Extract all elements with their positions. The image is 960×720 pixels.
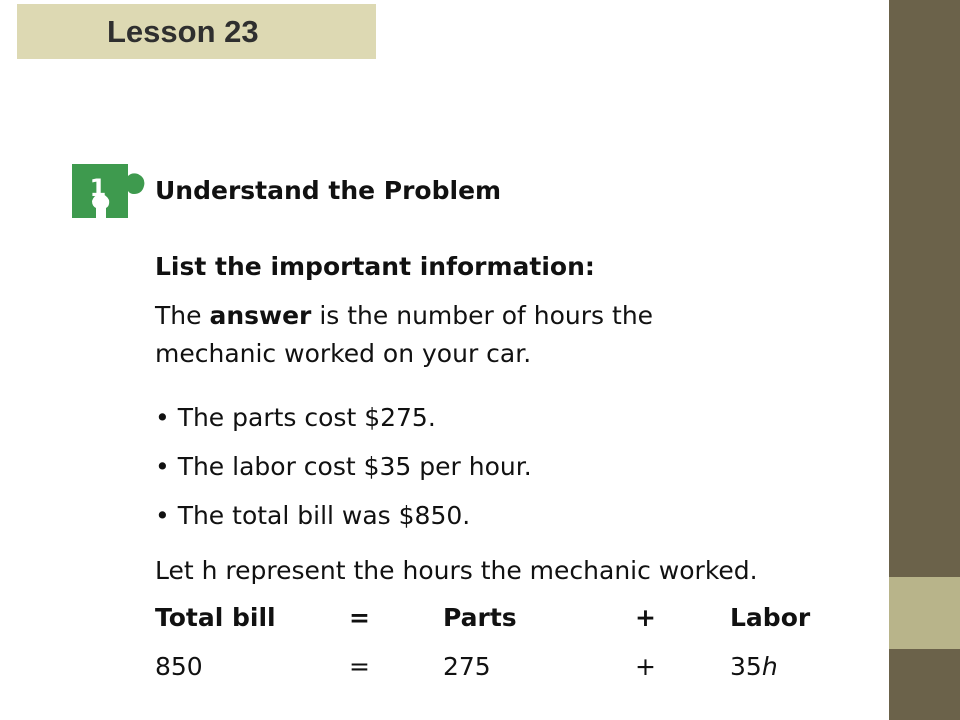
answer-keyword: answer bbox=[209, 301, 312, 330]
equation-value-plus: + bbox=[635, 652, 656, 681]
equation-value-total: 850 bbox=[155, 652, 203, 681]
sidebar-accent-block bbox=[889, 577, 960, 649]
equation-value-labor bbox=[730, 648, 778, 686]
answer-line-2: mechanic worked on your car. bbox=[155, 339, 532, 368]
step-heading: Understand the Problem bbox=[155, 176, 502, 205]
equation-value-equals: = bbox=[349, 652, 370, 681]
equation-header-equals: = bbox=[349, 603, 370, 632]
right-sidebar-bar bbox=[889, 0, 960, 720]
list-item: • The labor cost $35 per hour. bbox=[155, 452, 532, 481]
labor-coefficient: 35 bbox=[730, 652, 762, 681]
list-item: • The total bill was $850. bbox=[155, 501, 471, 530]
variable-statement: Let h represent the hours the mechanic worked. bbox=[155, 556, 758, 585]
answer-line-1 bbox=[155, 297, 653, 335]
equation-header-total-bill: Total bill bbox=[155, 603, 276, 632]
equation-header-labor: Labor bbox=[730, 603, 811, 632]
labor-variable: h bbox=[761, 652, 778, 681]
answer-line-1-rest: is the number of hours the bbox=[311, 301, 654, 330]
equation-header-parts: Parts bbox=[443, 603, 517, 632]
puzzle-piece-icon bbox=[70, 160, 150, 222]
equation-header-plus: + bbox=[635, 603, 656, 632]
answer-prefix: The bbox=[155, 301, 210, 330]
step-number: 1 bbox=[89, 174, 107, 202]
list-item: • The parts cost $275. bbox=[155, 403, 436, 432]
lesson-title: Lesson 23 bbox=[107, 14, 259, 49]
section-subheading: List the important information: bbox=[155, 252, 595, 281]
equation-value-parts: 275 bbox=[443, 652, 491, 681]
